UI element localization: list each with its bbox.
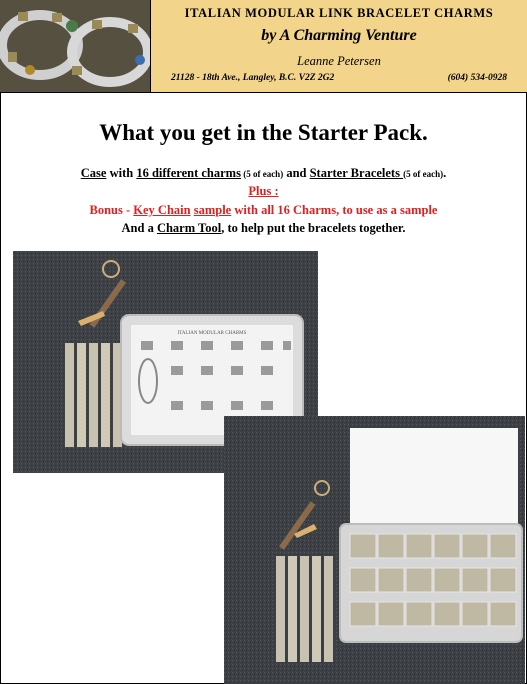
with-text: with	[106, 166, 137, 180]
header-phone: (604) 534-0928	[447, 73, 507, 83]
tool-start: And a	[121, 221, 157, 235]
bracelets-text: Starter Bracelets	[309, 166, 404, 180]
case-line	[0, 166, 527, 181]
header-banner	[151, 0, 527, 93]
bonus-dash: -	[122, 203, 134, 217]
plus-label: Plus :	[248, 184, 279, 198]
tool-line	[0, 221, 527, 236]
header-name: Leanne Petersen	[297, 54, 381, 68]
charms-text: 16 different charms	[136, 166, 241, 180]
sample-text: sample	[193, 203, 232, 217]
key-chain-text: Key Chain	[133, 203, 191, 217]
line1-end: .	[443, 166, 447, 180]
header-address: 21128 - 18th Ave., Langley, B.C. V2Z 2G2	[171, 73, 335, 83]
header-title: ITALIAN MODULAR LINK BRACELET CHARMS	[184, 6, 494, 20]
case-text: Case	[80, 166, 107, 180]
bracelets-note: (5 of each)	[403, 169, 444, 179]
case-label: ITALIAN MODULAR CHARMS	[177, 331, 247, 336]
page-title: What you get in the Starter Pack.	[99, 120, 428, 145]
charms-note: (5 of each)	[240, 169, 284, 179]
tool-rest: , to help put the bracelets together.	[221, 221, 406, 235]
charm-tool-text: Charm Tool	[156, 221, 222, 235]
bonus-rest: with all 16 Charms, to use as a sample	[231, 203, 438, 217]
bracelet-header-photo	[0, 0, 151, 93]
header-subtitle: by A Charming Venture	[261, 27, 417, 44]
open-case-photo	[224, 416, 525, 684]
and-text: and	[283, 166, 310, 180]
bonus-label: Bonus	[89, 203, 123, 217]
bonus-line	[0, 203, 527, 218]
